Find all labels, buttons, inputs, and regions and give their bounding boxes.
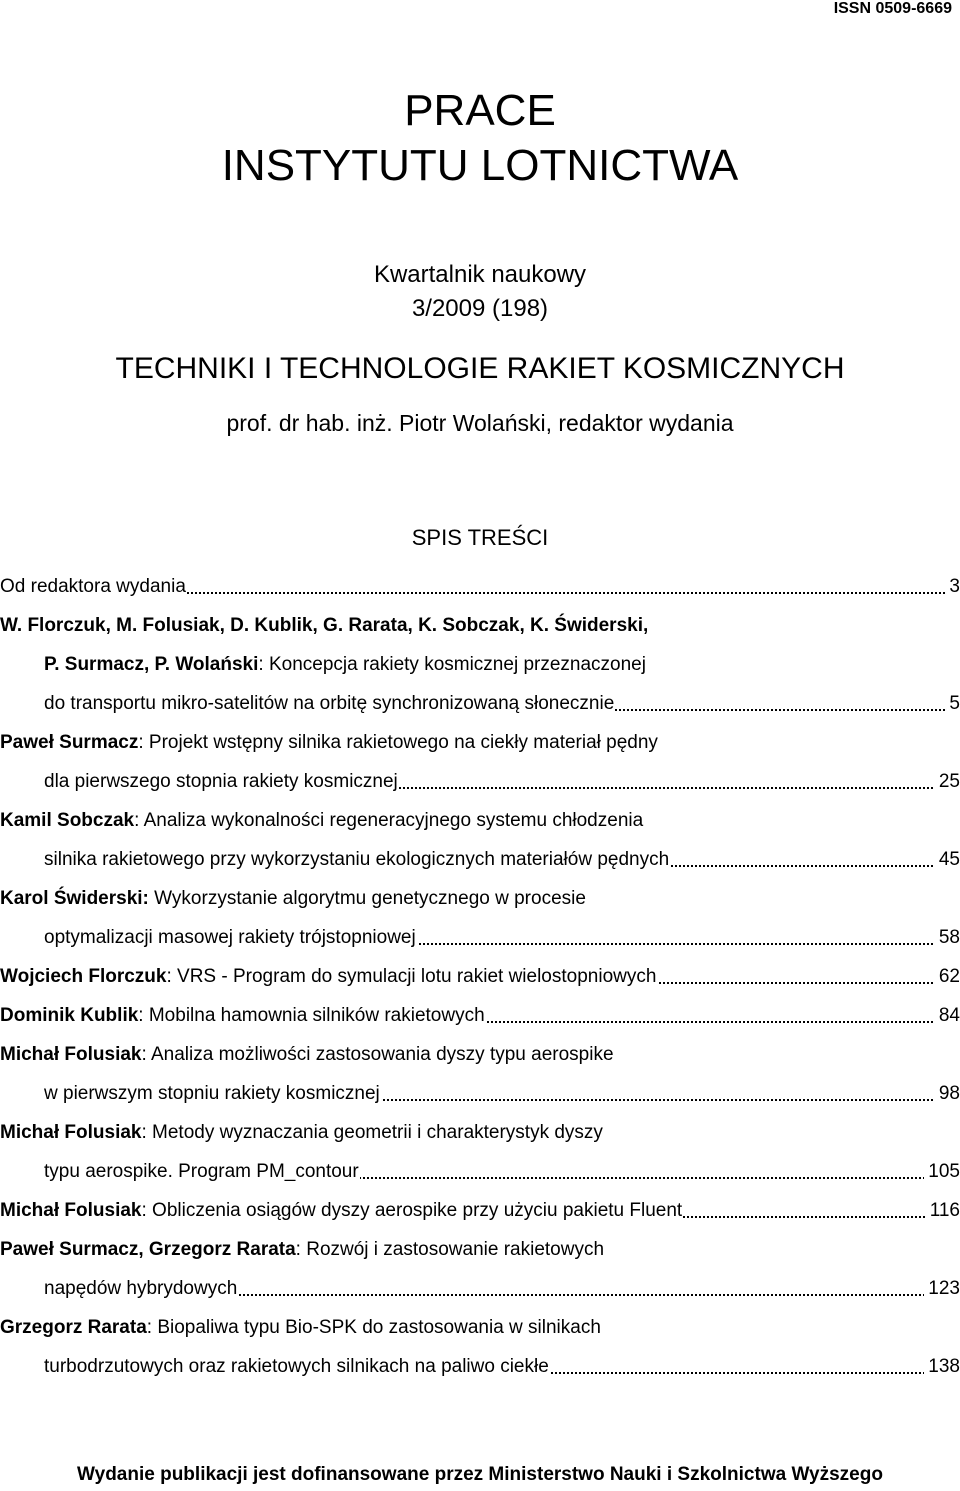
toc-entry-title: : Projekt wstępny silnika rakietowego na ciekły materiał pędny xyxy=(138,732,658,753)
toc-entry-authors: Paweł Surmacz, Grzegorz Rarata xyxy=(0,1239,296,1260)
toc-entry-authors: Dominik Kublik xyxy=(0,1005,139,1026)
toc-entry-title: : Analiza wykonalności regeneracyjnego systemu chłodzenia xyxy=(134,810,644,831)
journal-title-line-2: INSTYTUTU LOTNICTWA xyxy=(221,141,739,190)
toc-entry-page: 105 xyxy=(924,1159,960,1185)
toc-entry xyxy=(0,964,960,990)
toc-entry-title: optymalizacji masowej rakiety trójstopniowej xyxy=(44,925,417,951)
toc-entry-authors: Michał Folusiak xyxy=(0,1122,142,1143)
toc-entry xyxy=(0,574,960,600)
toc-entry-authors: P. Surmacz, P. Wolański xyxy=(44,654,259,675)
toc-entry xyxy=(44,1276,960,1302)
toc-entry xyxy=(0,730,960,756)
toc-entry-title: : Rozwój i zastosowanie rakietowych xyxy=(295,1239,605,1260)
toc-entry-authors: Michał Folusiak xyxy=(0,1200,142,1221)
toc-entry xyxy=(0,886,960,912)
toc-entry-authors: Kamil Sobczak xyxy=(0,810,135,831)
toc-entry-authors: Paweł Surmacz xyxy=(0,732,139,753)
toc-entry-page: 5 xyxy=(945,691,960,717)
toc-entry xyxy=(44,769,960,795)
toc-entry xyxy=(44,652,960,678)
toc-entry-title: Wykorzystanie algorytmu genetycznego w procesie xyxy=(148,888,586,909)
toc-entry xyxy=(0,1120,960,1146)
toc-entry-authors: Karol Świderski: xyxy=(0,888,149,909)
issn-label: ISSN 0509-6669 xyxy=(833,0,952,17)
toc-heading: SPIS TREŚCI xyxy=(411,525,549,550)
toc-entry-page: 138 xyxy=(924,1354,960,1380)
toc-entry xyxy=(0,1003,960,1029)
toc-entry-title: : Biopaliwa typu Bio-SPK do zastosowania w silnikach xyxy=(146,1317,601,1338)
toc-entry-page: 45 xyxy=(935,847,960,873)
issue-number: 3/2009 (198) xyxy=(411,295,549,322)
toc-entry-title: silnika rakietowego przy wykorzystaniu ekologicznych materiałów pędnych xyxy=(44,847,670,873)
toc-entry-title: : Metody wyznaczania geometrii i charakterystyk dyszy xyxy=(141,1122,603,1143)
toc-entry-title: : Koncepcja rakiety kosmicznej przeznaczonej xyxy=(258,654,646,675)
toc-entry xyxy=(0,613,960,639)
toc-entry xyxy=(44,1159,960,1185)
toc-entry xyxy=(44,847,960,873)
toc-entry-page: 25 xyxy=(935,769,960,795)
toc-entry-title: : Mobilna hamownia silników rakietowych xyxy=(138,1005,485,1026)
toc-entry xyxy=(44,1354,960,1380)
issue-topic: TECHNIKI I TECHNOLOGIE RAKIET KOSMICZNYCH xyxy=(115,352,845,385)
toc-entry-title: do transportu mikro-satelitów na orbitę synchronizowaną słonecznie xyxy=(44,691,615,717)
toc-entry-title: napędów hybrydowych xyxy=(44,1276,238,1302)
toc-entry-page: 58 xyxy=(935,925,960,951)
issue-editor: prof. dr hab. inż. Piotr Wolański, redaktor wydania xyxy=(226,410,734,436)
toc-entry-title: w pierwszym stopniu rakiety kosmicznej xyxy=(44,1081,381,1107)
toc-entry-page: 98 xyxy=(935,1081,960,1107)
toc-entry-title: Od redaktora wydania xyxy=(0,574,187,600)
toc-entry-title: typu aerospike. Program PM_contour xyxy=(44,1159,360,1185)
funding-note: Wydanie publikacji jest dofinansowane przez Ministerstwo Nauki i Szkolnictwa Wyższego xyxy=(77,1464,883,1485)
toc-entry-page: 116 xyxy=(926,1198,960,1224)
toc-entry-title: : VRS - Program do symulacji lotu rakiet wielostopniowych xyxy=(166,966,657,987)
toc-entry xyxy=(0,808,960,834)
toc-entry-authors: Wojciech Florczuk xyxy=(0,966,167,987)
toc-entry-page: 62 xyxy=(935,964,960,990)
toc-entry-authors: W. Florczuk, M. Folusiak, D. Kublik, G. Rarata, K. Sobczak, K. Świderski, xyxy=(0,615,649,636)
toc-entry xyxy=(44,691,960,717)
toc-entry xyxy=(44,1081,960,1107)
toc-entry-title: turbodrzutowych oraz rakietowych silnikach na paliwo ciekłe xyxy=(44,1354,550,1380)
toc-entry-title: dla pierwszego stopnia rakiety kosmicznej xyxy=(44,769,399,795)
journal-title-line-1: PRACE xyxy=(404,86,556,135)
toc-entry xyxy=(0,1237,960,1263)
toc-entry xyxy=(0,1198,960,1224)
toc-entry-title: : Obliczenia osiągów dyszy aerospike przy użyciu pakietu Fluent xyxy=(141,1200,683,1221)
toc-entry-title: : Analiza możliwości zastosowania dyszy typu aerospike xyxy=(141,1044,614,1065)
toc-entry xyxy=(44,925,960,951)
toc-entry xyxy=(0,1042,960,1068)
toc-entry-authors: Grzegorz Rarata xyxy=(0,1317,147,1338)
toc-entry xyxy=(0,1315,960,1341)
toc-entry-page: 123 xyxy=(924,1276,960,1302)
toc-entry-authors: Michał Folusiak xyxy=(0,1044,142,1065)
issue-type: Kwartalnik naukowy xyxy=(373,261,587,288)
toc-entry-page: 3 xyxy=(945,574,960,600)
toc-entry-page: 84 xyxy=(935,1003,960,1029)
